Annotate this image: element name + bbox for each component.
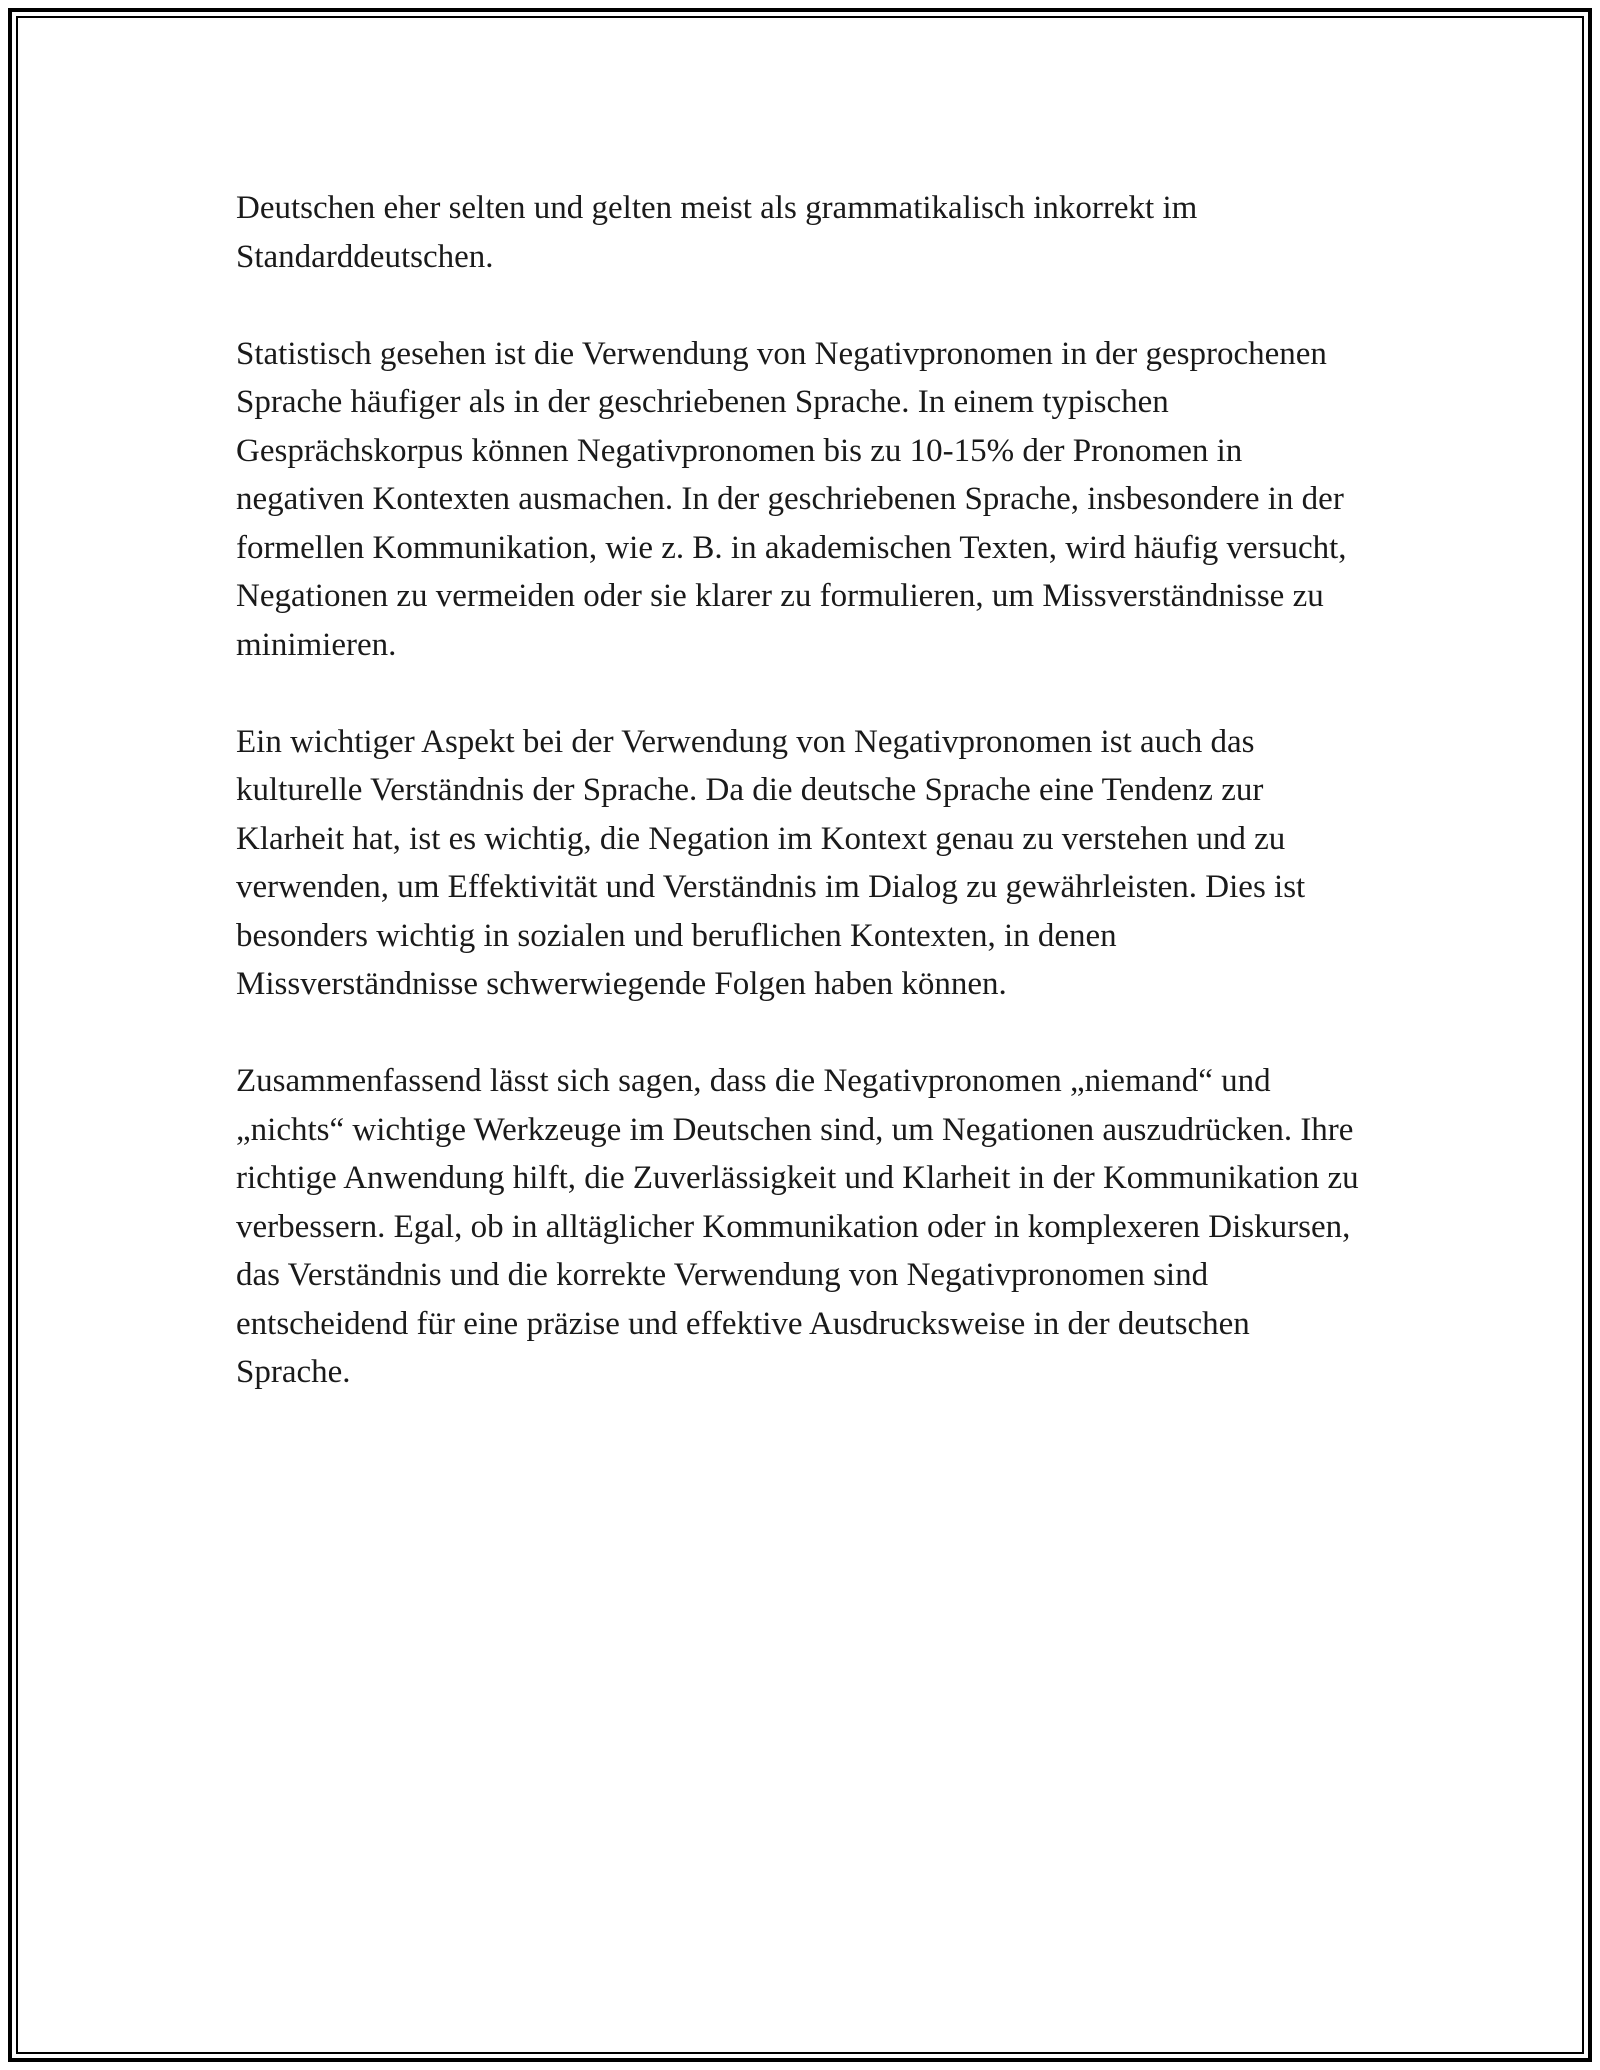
document-body [236, 184, 1366, 1445]
paragraph-4: Zusammenfassend lässt sich sagen, dass die Negativpronomen „niemand“ und „nichts“ wichtige Werkzeuge im Deutschen sind, um Negationen auszudrücken. Ihre richtige Anwendung hilft, die Zuverlässigkeit und Klarheit in der Kommunikation zu verbessern. Egal, ob in alltäglicher Kommunikation oder in komplexeren Diskursen, das Verständnis und die korrekte Verwendung von Negativpronomen sind entscheidend für eine präzise und effektive Ausdrucksweise in der deutschen Sprache. [236, 1063, 1359, 1390]
paragraph-1: Deutschen eher selten und gelten meist als grammatikalisch inkorrekt im Standarddeutschen. [236, 190, 1198, 275]
paragraph-2: Statistisch gesehen ist die Verwendung von Negativpronomen in der gesprochenen Sprache häufiger als in der geschriebenen Sprache. In einem typischen Gesprächskorpus können Negativpronomen bis zu 10-15% der Pronomen in negativen Kontexten ausmachen. In der geschriebenen Sprache, insbesondere in der formellen Kommunikation, wie z. B. in akademischen Texten, wird häufig versucht, Negationen zu vermeiden oder sie klarer zu formulieren, um Missverständnisse zu minimieren. [236, 335, 1347, 663]
paragraph-3: Ein wichtiger Aspekt bei der Verwendung von Negativpronomen ist auch das kulturelle Verständnis der Sprache. Da die deutsche Sprache eine Tendenz zur Klarheit hat, ist es wichtig, die Negation im Kontext genau zu verstehen und zu verwenden, um Effektivität und Verständnis im Dialog zu gewährleisten. Dies ist besonders wichtig in sozialen und beruflichen Kontexten, in denen Missverständnisse schwerwiegende Folgen haben können. [236, 723, 1306, 1002]
